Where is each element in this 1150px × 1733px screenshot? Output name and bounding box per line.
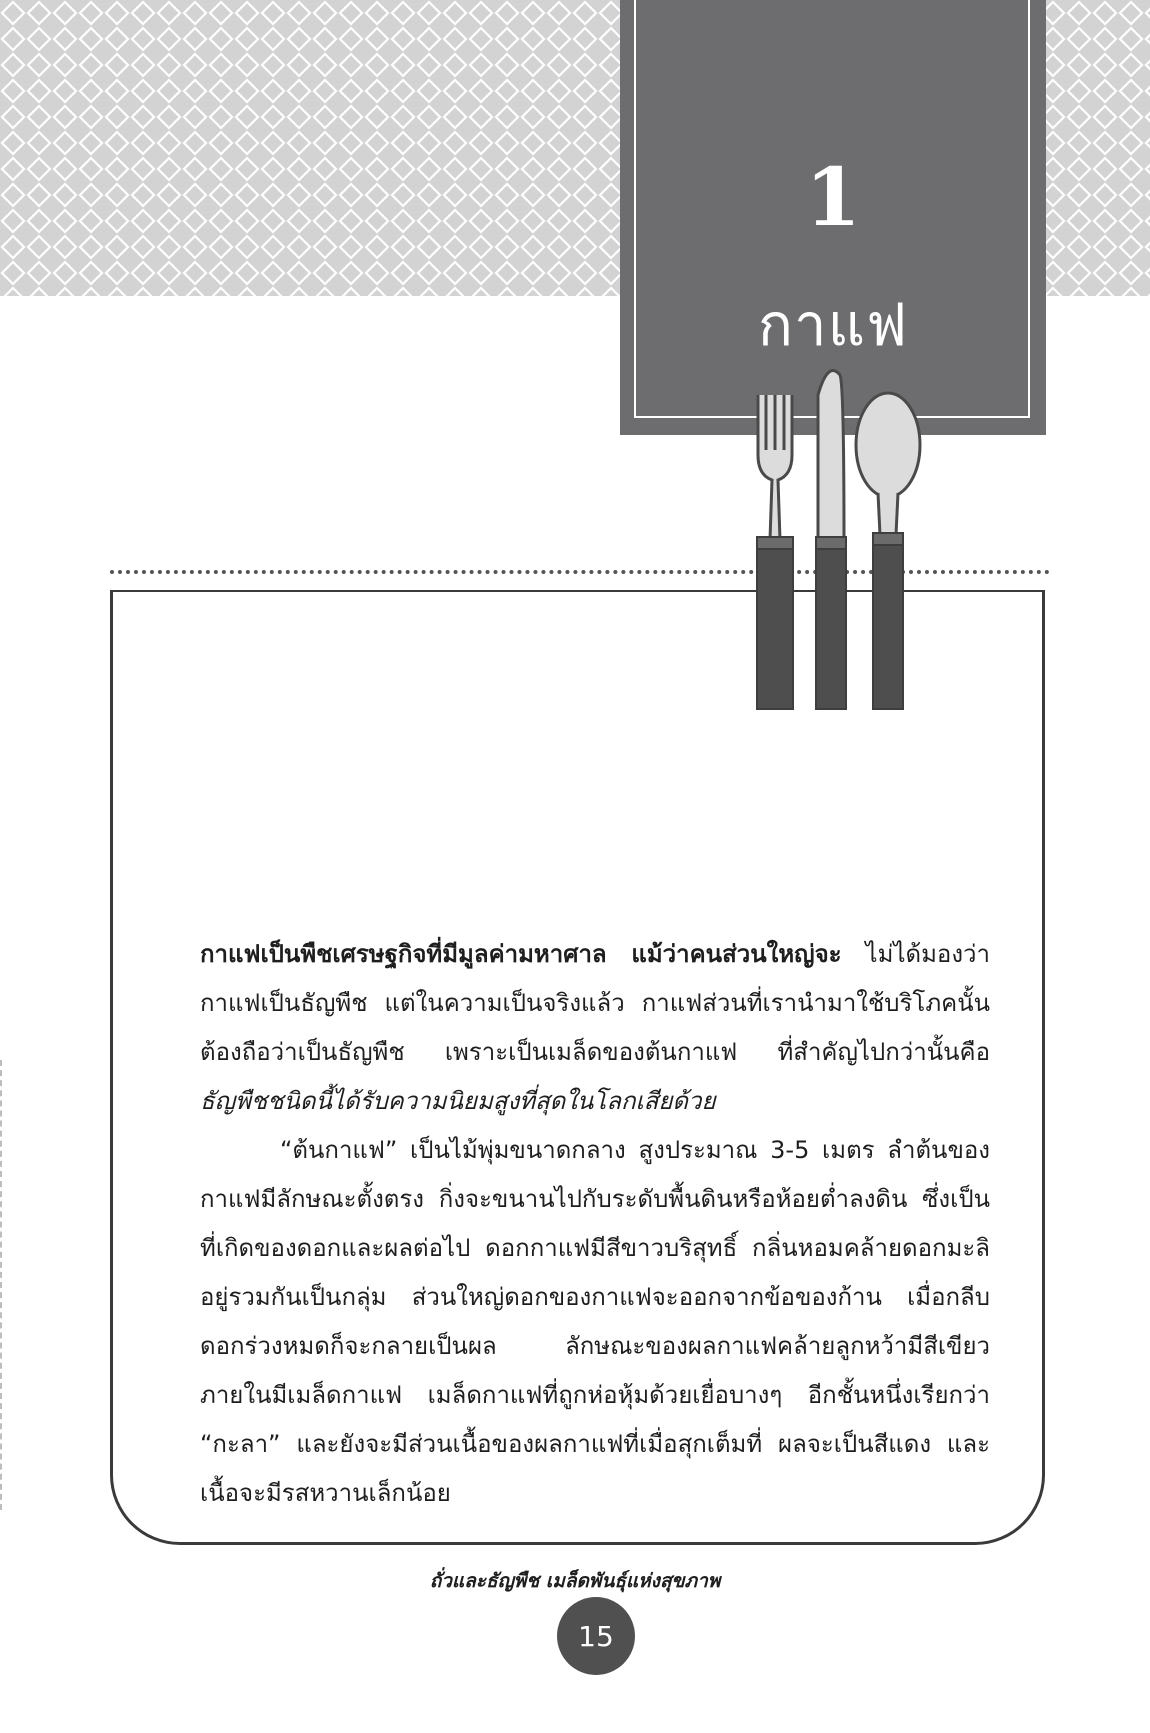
paragraph-1-text: ไม่ได้มองว่ากาแฟเป็นธัญพืช แต่ในความเป็นจริงแล้ว กาแฟส่วนที่เรานำมาใช้บริโภคนั้น ต้องถือว่าเป็นธัญพืช เพราะเป็นเมล็ดของต้นกาแฟ ที่สำคัญไปกว่านั้นคือ [200,940,990,1066]
spoon-icon [856,393,920,709]
knife-icon [816,371,846,710]
page-number-badge [557,1597,635,1675]
article-body [200,930,990,1518]
paragraph-1-emphasis: ธัญพืชชนิดนี้ได้รับความนิยมสูงที่สุดในโลกเสียด้วย [200,1087,716,1115]
fork-knife-spoon-icon [740,355,930,715]
paragraph-1 [200,930,990,1126]
paragraph-2: “ต้นกาแฟ” เป็นไม้พุ่มขนาดกลาง สูงประมาณ 3-5 เมตร ลำต้นของกาแฟมีลักษณะตั้งตรง กิ่งจะขนานไปกับระดับพื้นดินหรือห้อยต่ำลงดิน ซึ่งเป็นที่เกิดของดอกและผลต่อไป ดอกกาแฟมีสีขาวบริสุทธิ์ กลิ่นหอมคล้ายดอกมะลิ อยู่รวมกันเป็นกลุ่ม ส่วนใหญ่ดอกของกาแฟจะออกจากข้อของก้าน เมื่อกลีบดอกร่วงหมดก็จะกลายเป็นผล ลักษณะของผลกาแฟคล้ายลูกหว้ามีสีเขียว ภายในมีเมล็ดกาแฟ เมล็ดกาแฟที่ถูกห่อหุ้มด้วยเยื่อบางๆ อีกชั้นหนึ่งเรียกว่า “กะลา” และยังจะมีส่วนเนื้อของผลกาแฟที่เมื่อสุกเต็มที่ ผลจะเป็นสีแดง และเนื้อจะมีรสหวานเล็กน้อย [200,1136,990,1507]
lead-sentence: กาแฟเป็นพืชเศรษฐกิจที่มีมูลค่ามหาศาล แม้ว่าคนส่วนใหญ่จะ [200,940,842,968]
chapter-title: กาแฟ [757,291,909,359]
footer-book-title: ถั่วและธัญพืช เมล็ดพันธุ์แห่งสุขภาพ [429,1570,721,1592]
fork-icon [757,395,793,709]
page-number: 15 [578,1619,614,1653]
page-edge-dashes [0,1060,4,1510]
chapter-number: 1 [805,150,861,244]
